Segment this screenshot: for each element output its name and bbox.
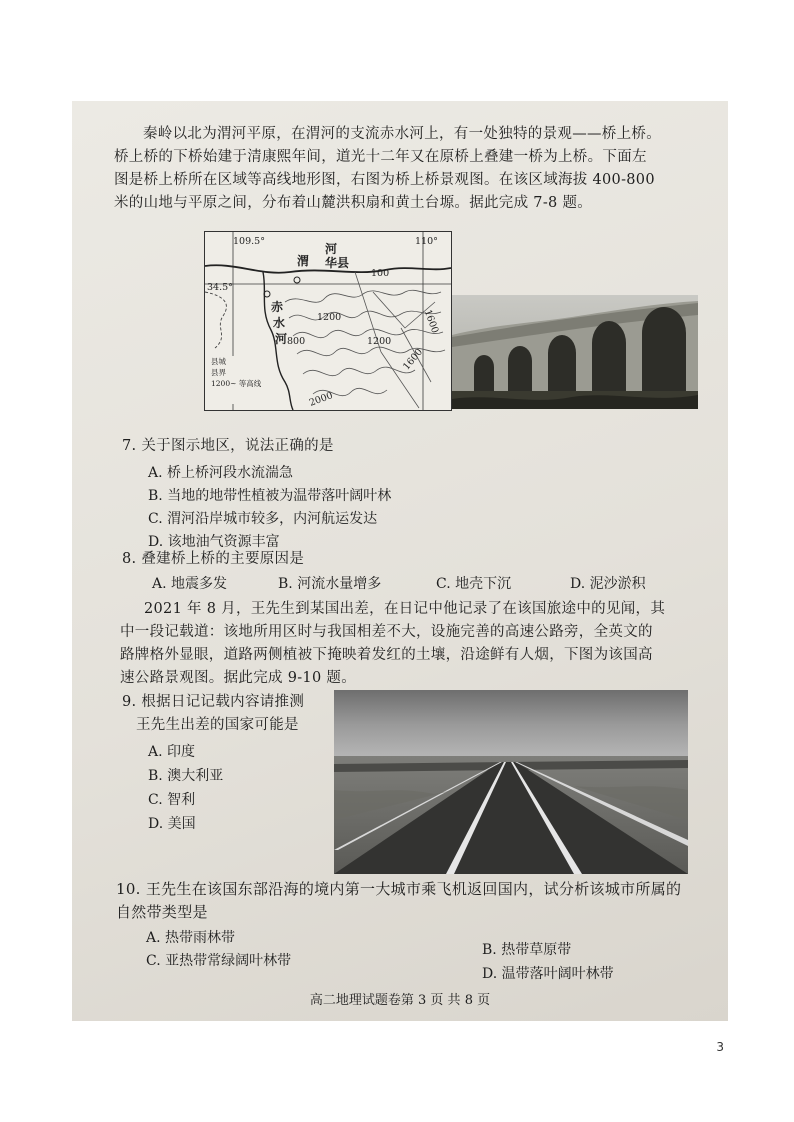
he2-label: 河 — [275, 332, 288, 346]
q9-option-d: D. 美国 — [148, 816, 196, 832]
page-number: 3 — [716, 1040, 724, 1054]
bridge-photo — [452, 295, 698, 409]
q10-stem-line1: 10. 王先生在该国东部沿海的境内第一大城市乘飞机返回国内，试分析该城市所属的 — [116, 880, 682, 898]
exam-page-photo — [72, 101, 728, 1021]
legend-county: 县城 — [211, 357, 226, 366]
q10-stem-line2: 自然带类型是 — [116, 903, 208, 921]
q8-option-c: C. 地壳下沉 — [436, 576, 512, 592]
contour-2000-label: 2000 — [307, 390, 335, 409]
intro2-line2: 中一段记载道：该地所用区时与我国相差不大，设施完善的高速公路旁，全英文的 — [120, 624, 653, 640]
intro2-line3: 路牌格外显眼，道路两侧植被下掩映着发红的土壤，沿途鲜有人烟，下图为该国高 — [120, 647, 653, 663]
q8-option-d: D. 泥沙淤积 — [570, 576, 646, 592]
lon-right-label: 110° — [415, 236, 438, 247]
intro1-line2: 桥上桥的下桥始建于清康熙年间，道光十二年又在原桥上叠建一桥为上桥。下面左 — [114, 149, 647, 165]
q7-option-a: A. 桥上桥河段水流湍急 — [148, 465, 294, 481]
river-label-he: 河 — [325, 242, 338, 256]
contour-1200a-label: 1200 — [317, 312, 342, 323]
legend-border: 县界 — [211, 368, 226, 377]
contour-map — [204, 231, 452, 411]
q10-option-b: B. 热带草原带 — [482, 942, 572, 958]
q7-option-b: B. 当地的地带性植被为温带落叶阔叶林 — [148, 488, 392, 504]
contour-100-label: 100 — [371, 268, 390, 279]
highway-photo — [334, 690, 688, 874]
q9-option-b: B. 澳大利亚 — [148, 768, 224, 784]
q8-stem: 8. 叠建桥上桥的主要原因是 — [122, 551, 305, 567]
q8-option-b: B. 河流水量增多 — [278, 576, 382, 592]
contour-1600a-label: 1600 — [421, 308, 441, 335]
intro1-line4: 米的山地与平原之间，分布着山麓洪积扇和黄土台塬。据此完成 7-8 题。 — [114, 195, 593, 211]
q10-option-a: A. 热带雨林带 — [146, 930, 236, 946]
contour-1600b-label: 1600 — [401, 346, 426, 373]
intro1-line1: 秦岭以北为渭河平原，在渭河的支流赤水河上，有一处独特的景观——桥上桥。 — [143, 126, 661, 142]
chi-label: 赤 — [271, 300, 284, 314]
page-footer: 高二地理试题卷第 3 页 共 8 页 — [309, 993, 491, 1008]
q9-stem-line2: 王先生出差的国家可能是 — [136, 717, 299, 733]
q7-stem: 7. 关于图示地区，说法正确的是 — [122, 438, 334, 454]
q10-option-d: D. 温带落叶阔叶林带 — [482, 966, 614, 982]
intro2-line1: 2021 年 8 月，王先生到某国出差，在日记中他记录了在该国旅途中的见闻，其 — [144, 601, 666, 617]
q7-option-d: D. 该地油气资源丰富 — [148, 534, 280, 550]
map-legend — [211, 356, 267, 404]
q9-option-c: C. 智利 — [148, 792, 196, 808]
contour-1200b-label: 1200 — [367, 336, 392, 347]
wei-label: 渭 — [297, 254, 310, 268]
intro1-line3: 图是桥上桥所在区域等高线地形图，右图为桥上桥景观图。在该区域海拔 400-800 — [114, 172, 655, 188]
q8-option-a: A. 地震多发 — [152, 576, 228, 592]
legend-contour: 1200~ 等高线 — [211, 379, 262, 388]
shui-label: 水 — [273, 316, 286, 330]
lon-left-label: 109.5° — [233, 236, 265, 247]
q7-option-c: C. 渭河沿岸城市较多，内河航运发达 — [148, 511, 378, 527]
lat-label: 34.5° — [207, 282, 233, 293]
q9-stem-line1: 9. 根据日记记载内容请推测 — [122, 694, 305, 710]
q10-option-c: C. 亚热带常绿阔叶林带 — [146, 953, 292, 969]
huaxian-label: 华县 — [325, 256, 350, 270]
q9-option-a: A. 印度 — [148, 744, 196, 760]
intro2-line4: 速公路景观图。据此完成 9-10 题。 — [120, 670, 356, 686]
contour-800-label: 800 — [287, 336, 306, 347]
